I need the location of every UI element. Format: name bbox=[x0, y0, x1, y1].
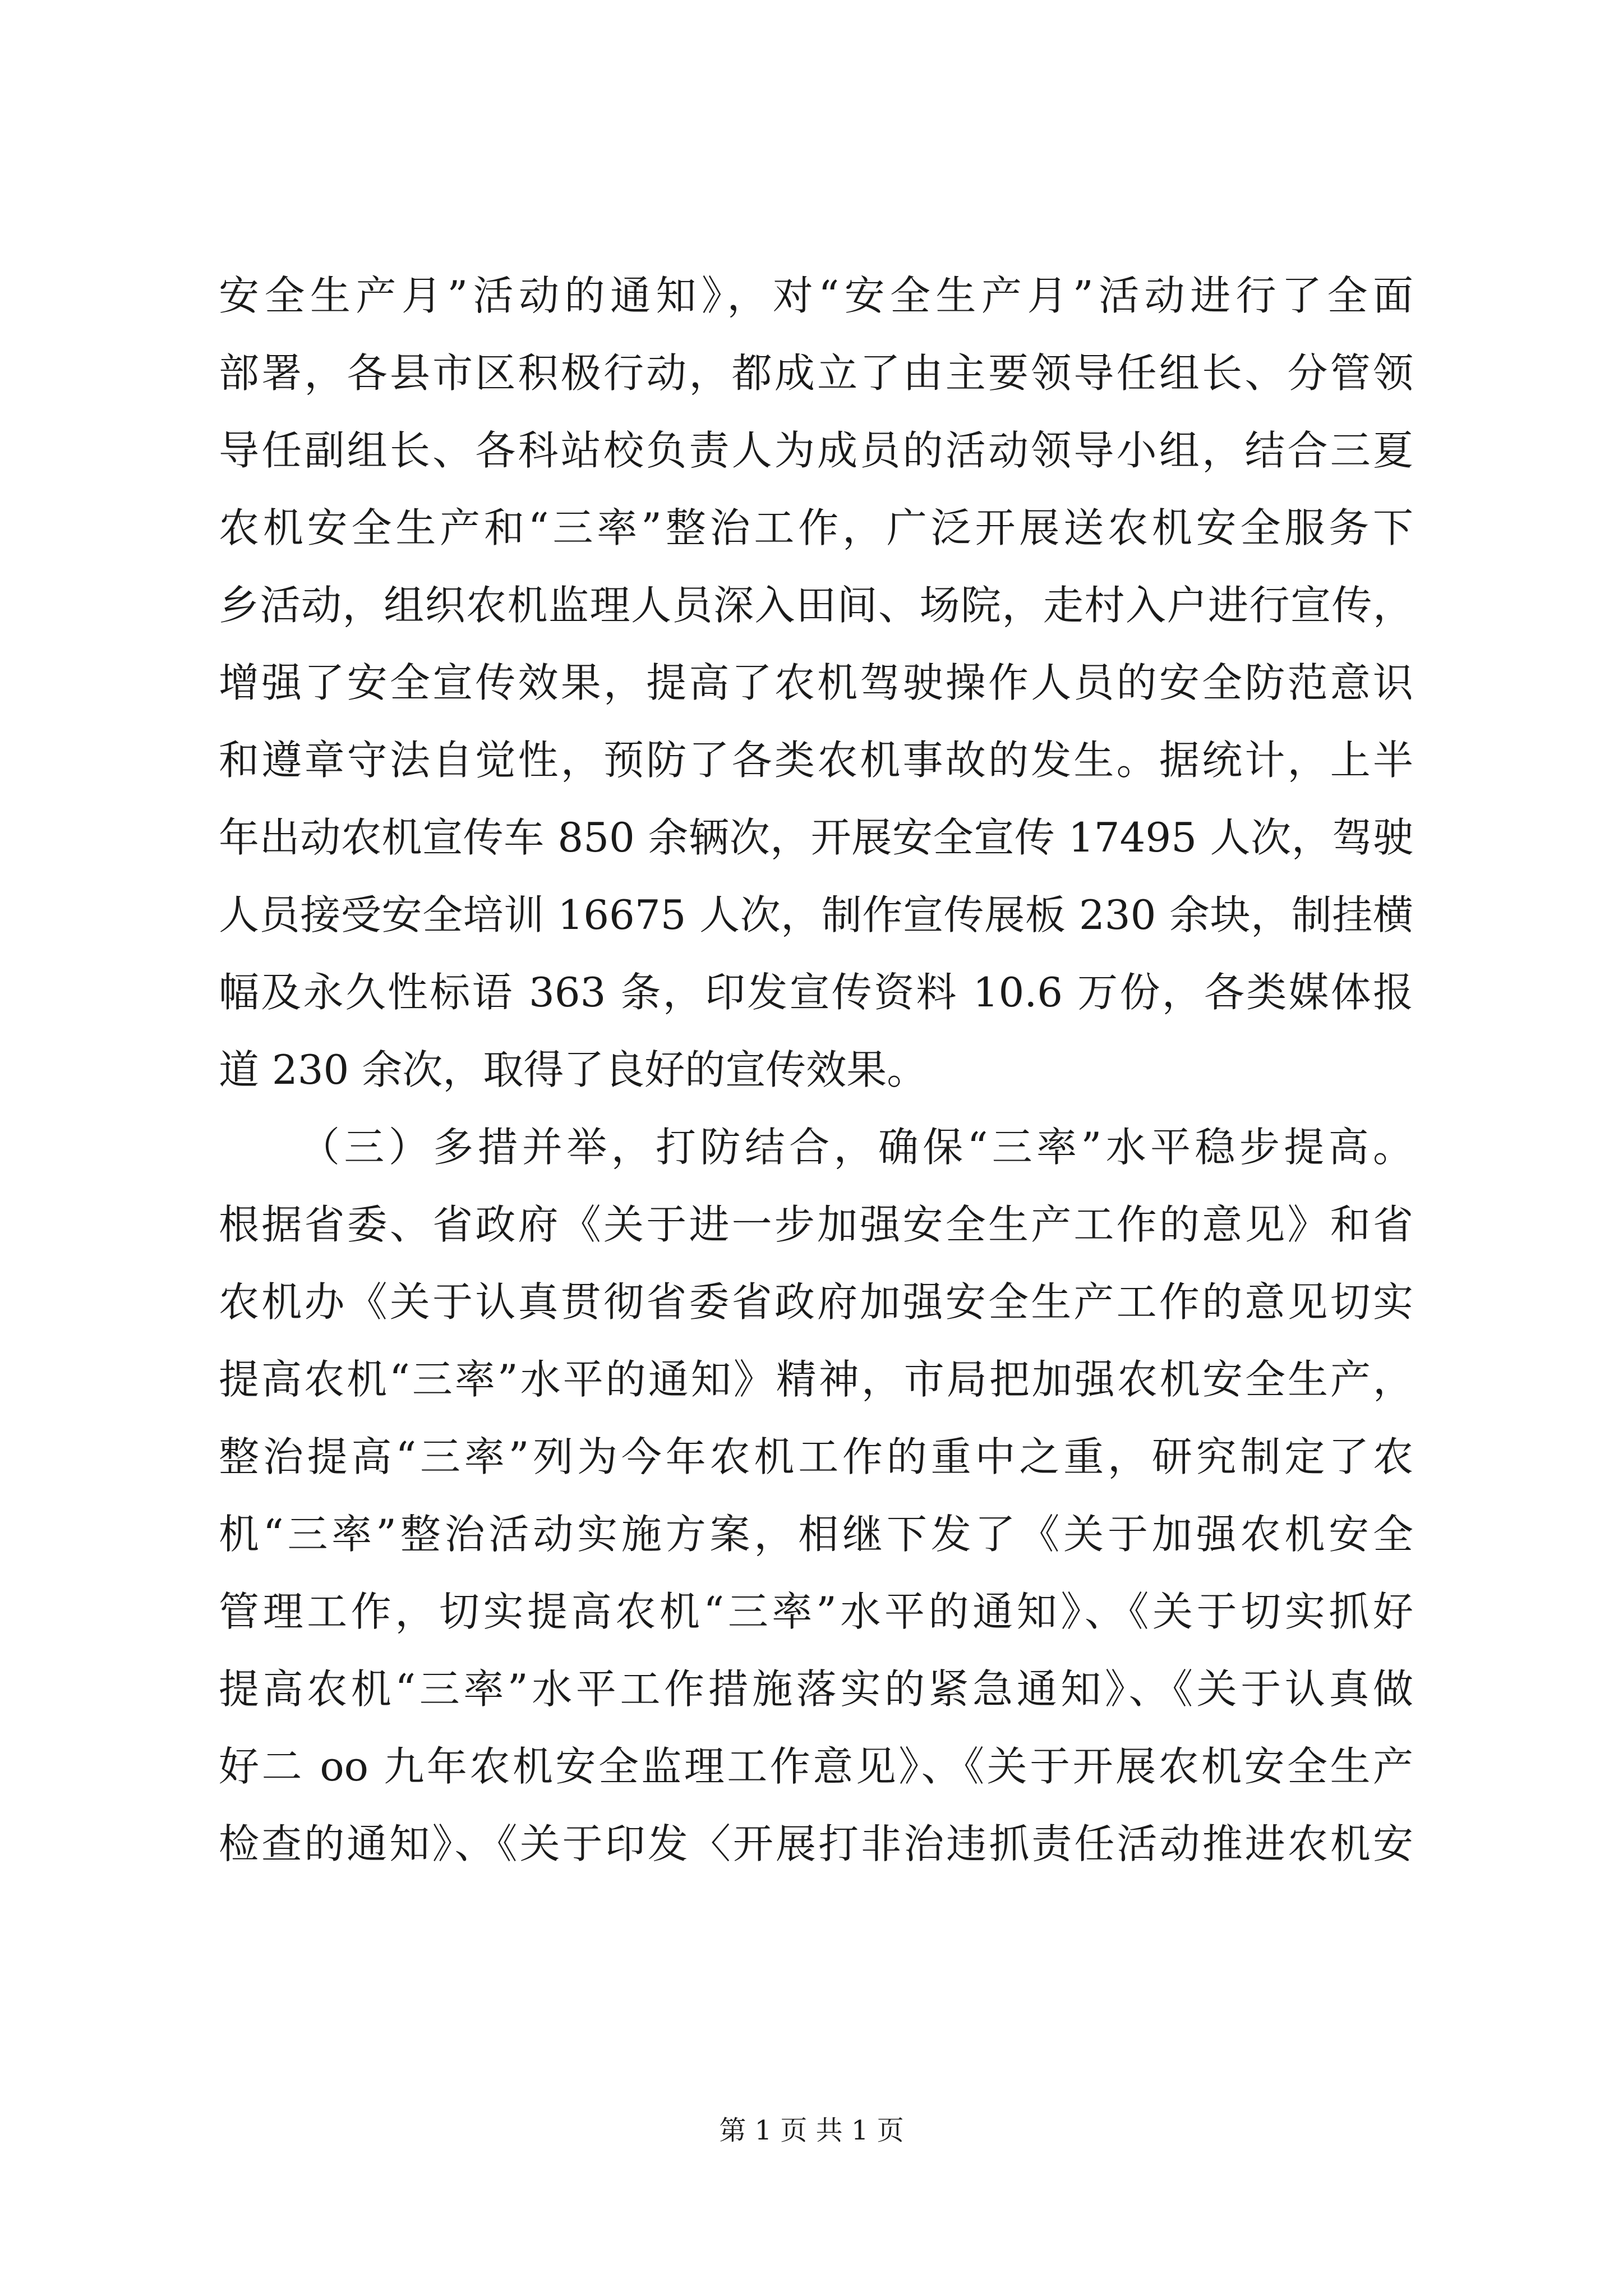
text-line: 机“三率”整治活动实施方案，相继下发了《关于加强农机安全 bbox=[219, 1511, 1413, 1558]
page-footer bbox=[0, 2114, 1623, 2147]
text-line: 根据省委、省政府《关于进一步加强安全生产工作的意见》和省 bbox=[219, 1201, 1413, 1248]
body-text bbox=[219, 257, 1413, 1883]
text-line: 人员接受安全培训 16675 人次，制作宣传展板 230 余块，制挂横 bbox=[219, 891, 1413, 938]
text-line: 提高农机“三率”水平工作措施落实的紧急通知》、《关于认真做 bbox=[219, 1665, 1413, 1713]
text-line: 提高农机“三率”水平的通知》精神，市局把加强农机安全生产， bbox=[219, 1356, 1413, 1403]
text-line: 农机安全生产和“三率”整治工作，广泛开展送农机安全服务下 bbox=[219, 504, 1413, 551]
section-heading-line: （三）多措并举，打防结合，确保“三率”水平稳步提高。 bbox=[299, 1124, 1413, 1171]
text-line: 道 230 余次，取得了良好的宣传效果。 bbox=[219, 1046, 928, 1093]
text-line: 安全生产月”活动的通知》，对“安全生产月”活动进行了全面 bbox=[219, 272, 1413, 319]
text-line: 检查的通知》、《关于印发〈开展打非治违抓责任活动推进农机安 bbox=[219, 1820, 1413, 1867]
text-line: 好二 oo 九年农机安全监理工作意见》、《关于开展农机安全生产 bbox=[219, 1743, 1413, 1790]
page-number-label: 第 1 页 共 1 页 bbox=[719, 2115, 904, 2146]
text-line: 年出动农机宣传车 850 余辆次，开展安全宣传 17495 人次，驾驶 bbox=[219, 814, 1413, 861]
text-line: 和遵章守法自觉性，预防了各类农机事故的发生。据统计，上半 bbox=[219, 737, 1413, 784]
text-line: 农机办《关于认真贯彻省委省政府加强安全生产工作的意见切实 bbox=[219, 1278, 1413, 1326]
text-line: 幅及永久性标语 363 条，印发宣传资料 10.6 万份，各类媒体报 bbox=[219, 969, 1413, 1016]
text-line: 导任副组长、各科站校负责人为成员的活动领导小组，结合三夏 bbox=[219, 427, 1413, 474]
text-line: 管理工作，切实提高农机“三率”水平的通知》、《关于切实抓好 bbox=[219, 1588, 1413, 1635]
text-line: 乡活动，组织农机监理人员深入田间、场院，走村入户进行宣传， bbox=[219, 582, 1413, 629]
text-line: 整治提高“三率”列为今年农机工作的重中之重，研究制定了农 bbox=[219, 1433, 1413, 1480]
text-line: 增强了安全宣传效果，提高了农机驾驶操作人员的安全防范意识 bbox=[219, 659, 1413, 706]
text-line: 部署，各县市区积极行动，都成立了由主要领导任组长、分管领 bbox=[219, 349, 1413, 397]
